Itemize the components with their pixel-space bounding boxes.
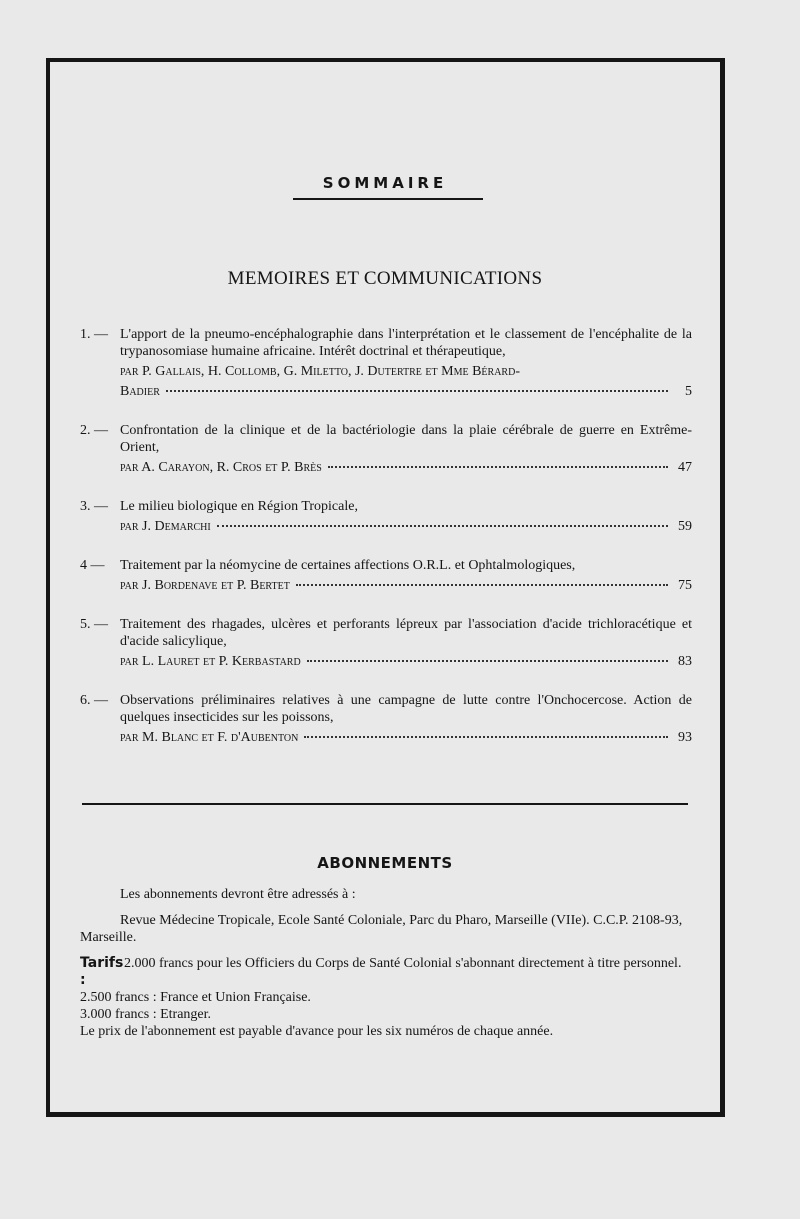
entry-number: 6. —	[80, 693, 108, 708]
entry-title: Confrontation de la clinique et de la bactériologie dans la plaie cérébrale de guerre en Extrême-Orient,	[120, 423, 692, 455]
dot-leader	[296, 584, 668, 586]
entry-page: 59	[678, 519, 692, 534]
toc-entry	[80, 692, 692, 746]
entry-authors: par J. Bordenave et P. Bertet	[120, 578, 290, 593]
abonnements-heading: ABONNEMENTS	[317, 854, 453, 872]
entry-author-line	[120, 459, 692, 476]
entry-title: Observations préliminaires relatives à une campagne de lutte contre l'Onchocercose. Action de quelques insecticides sur les poissons,	[120, 693, 692, 725]
entry-page: 75	[678, 578, 692, 593]
dot-leader	[217, 525, 668, 527]
entry-author-line	[120, 518, 692, 535]
tarifs-row	[80, 955, 692, 989]
dot-leader	[307, 660, 668, 662]
sommaire-heading: SOMMAIRE	[322, 174, 448, 192]
entry-authors-cont: Badier	[120, 384, 160, 399]
entry-title: Le milieu biologique en Région Tropicale,	[120, 499, 358, 514]
sommaire-underline	[293, 198, 483, 200]
dot-leader	[304, 736, 668, 738]
entry-page: 93	[678, 730, 692, 745]
toc-entry	[80, 422, 692, 476]
entry-author-line	[120, 577, 692, 594]
dot-leader	[166, 390, 668, 392]
section-title: MEMOIRES ET COMMUNICATIONS	[227, 268, 543, 289]
entry-number: 5. —	[80, 617, 108, 632]
section-divider	[82, 803, 688, 805]
entry-number: 2. —	[80, 423, 108, 438]
tarifs-label: Tarifs :	[80, 955, 124, 988]
entry-author-line	[120, 653, 692, 670]
abonnements-block	[80, 886, 692, 1040]
page-frame	[46, 58, 725, 1117]
entry-page: 5	[685, 384, 692, 399]
entry-page: 47	[678, 460, 692, 475]
entry-author-line	[120, 383, 692, 400]
entry-authors: par A. Carayon, R. Cros et P. Brès	[120, 460, 322, 475]
entry-author-line	[120, 729, 692, 746]
entry-number: 4 —	[80, 558, 105, 573]
entry-authors: par P. Gallais, H. Collomb, G. Miletto, J. Dutertre et Mme Bérard-	[120, 364, 520, 379]
entry-number: 1. —	[80, 327, 108, 342]
toc-list	[80, 326, 692, 768]
toc-entry	[80, 616, 692, 670]
entry-title: Traitement des rhagades, ulcères et perforants lépreux par l'association d'acide trichloracétique et d'acide salicylique,	[120, 617, 692, 649]
entry-number: 3. —	[80, 499, 108, 514]
entry-authors: par L. Lauret et P. Kerbastard	[120, 654, 301, 669]
tarif-officiers: 2.000 francs pour les Officiers du Corps de Santé Colonial s'abonnant directement à titre personnel.	[124, 956, 682, 971]
entry-page: 83	[678, 654, 692, 669]
dot-leader	[328, 466, 668, 468]
entry-authors: par M. Blanc et F. d'Aubenton	[120, 730, 299, 745]
entry-title: L'apport de la pneumo-encéphalographie dans l'interprétation et le classement de l'encéphalite de la trypanosomiase humaine africaine. Intérêt doctrinal et thérapeutique,	[120, 327, 692, 359]
entry-title: Traitement par la néomycine de certaines affections O.R.L. et Ophtalmologiques,	[120, 558, 576, 573]
abonnements-address: Revue Médecine Tropicale, Ecole Santé Coloniale, Parc du Pharo, Marseille (VIIe). C.C.P. 2108-93, Marseille.	[80, 913, 683, 945]
tarif-etranger: 3.000 francs : Etranger.	[80, 1007, 212, 1022]
tarif-france: 2.500 francs : France et Union Française.	[80, 990, 311, 1005]
entry-authors: par J. Demarchi	[120, 519, 211, 534]
abonnements-intro: Les abonnements devront être adressés à :	[120, 887, 356, 902]
toc-entry	[80, 557, 692, 594]
payment-note: Le prix de l'abonnement est payable d'avance pour les six numéros de chaque année.	[80, 1024, 554, 1039]
toc-entry	[80, 498, 692, 535]
toc-entry	[80, 326, 692, 400]
